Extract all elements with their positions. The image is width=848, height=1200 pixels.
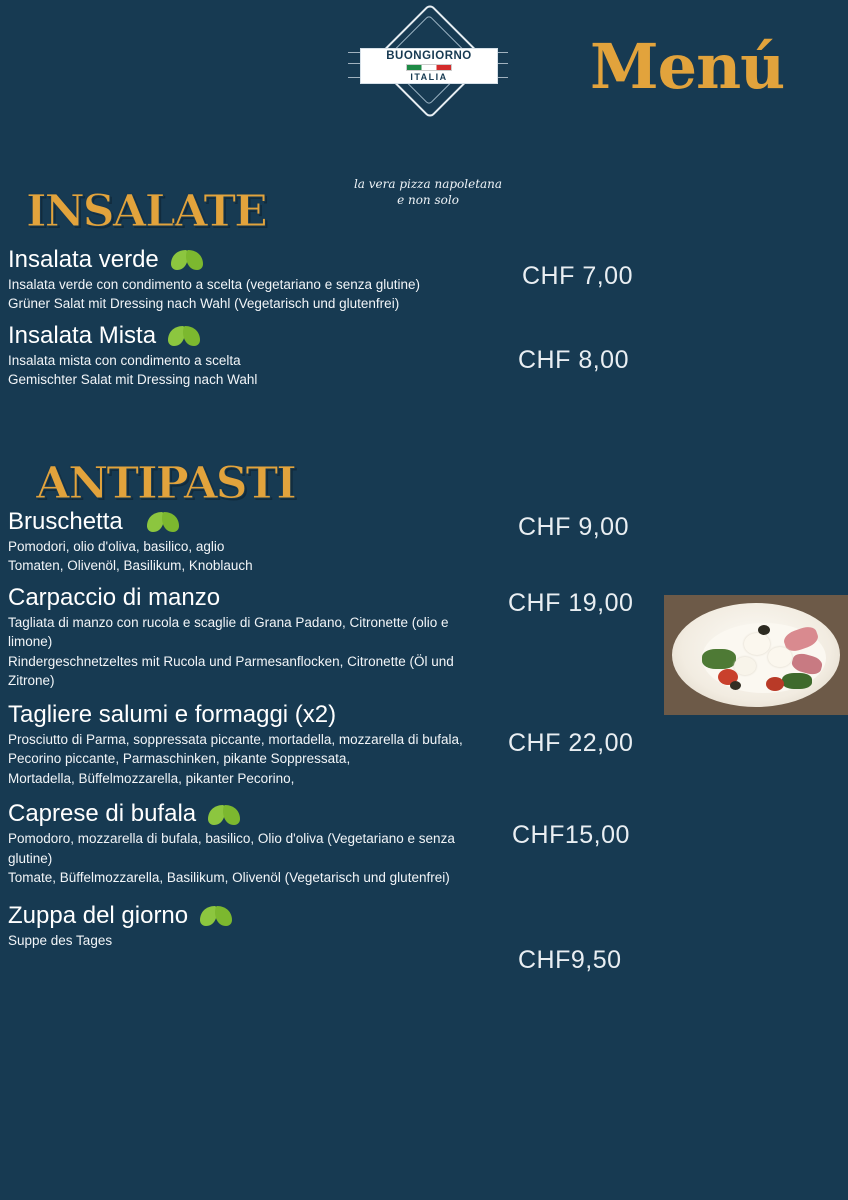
tagline [336,176,520,208]
menu-header [0,0,848,208]
logo-restaurant-subname: ITALIA [410,72,448,83]
menu-item-price: CHF 9,00 [518,513,629,541]
menu-item-description-it: Suppe des Tages [8,932,113,948]
menu-item-header [0,246,848,275]
menu-item-name: Tagliere salumi e formaggi (x2) [8,700,337,728]
italian-flag-icon [406,64,452,71]
food-olive [730,681,741,690]
restaurant-logo [336,14,520,208]
section-items-antipasti [0,508,848,952]
menu-item-description-de: Gemischter Salat mit Dressing nach Wahl [8,372,258,388]
menu-item-description-de: Rindergeschnetzeltes mit Rucola und Parmesanflocken, Citronette (Öl und Zitrone) [8,653,454,689]
vegetarian-leaf-icon [198,905,232,927]
tagline-line-2: e non solo [397,193,459,208]
food-mozzarella [744,633,770,655]
tagline-line-1: la vera pizza napoletana [353,177,503,191]
menu-item [0,322,848,392]
dish-photo [664,595,848,715]
menu-item-name: Bruschetta [8,508,123,535]
menu-item-description-it: Pomodori, olio d'oliva, basilico, aglio [8,538,225,554]
menu-item-name: Carpaccio di manzo [8,583,221,611]
menu-item-name: Insalata verde [8,246,159,273]
vegetarian-leaf-icon [206,804,240,826]
menu-item [0,902,848,952]
menu-item-description-de: Mortadella, Büffelmozzarella, pikanter Pecorino, [8,770,295,786]
menu-item-price: CHF 22,00 [508,729,634,757]
vegetarian-leaf-icon [169,249,203,271]
menu-item-description-it: Prosciutto di Parma, soppressata piccante, mortadella, mozzarella di bufala, Pecorino piccante, Parmaschinken, pikante Soppressata, [8,731,463,767]
menu-item-description-de: Tomate, Büffelmozzarella, Basilikum, Olivenöl (Vegetarisch und glutenfrei) [8,870,450,886]
page-title: Menú [590,30,785,103]
food-mozzarella [768,647,792,667]
menu-item-description-it: Insalata verde con condimento a scelta (vegetariano e senza glutine) [8,276,421,292]
food-mozzarella [734,657,756,675]
food-olive [758,625,770,635]
food-garnish [702,649,736,669]
menu-item-description-de: Grüner Salat mit Dressing nach Wahl (Vegetarisch und glutenfrei) [8,296,400,312]
section-title-antipasti: ANTIPASTI [36,458,295,509]
section-items-insalate [0,246,848,392]
menu-item-price: CHF 19,00 [508,589,634,617]
menu-item-description-it: Tagliata di manzo con rucola e scaglie di Grana Padano, Citronette (olio e limone) [8,614,449,650]
menu-item-price: CHF 8,00 [518,346,629,374]
menu-item-header [0,800,848,829]
menu-item-price: CHF15,00 [512,821,630,849]
plate-shape [672,603,840,707]
menu-item [0,508,848,578]
menu-item-price: CHF 7,00 [522,262,633,290]
menu-item-header [0,902,848,931]
menu-item [0,246,848,316]
menu-item-name: Insalata Mista [8,321,157,349]
menu-item-name: Zuppa del giorno [8,901,189,929]
vegetarian-leaf-icon [166,325,200,347]
food-tomato [766,677,784,691]
menu-item-header [0,508,848,537]
logo-badge [338,14,518,134]
menu-item-header [0,322,848,351]
menu-item-description-it: Pomodoro, mozzarella di bufala, basilico, Olio d'oliva (Vegetariano e senza glutine) [8,831,455,866]
menu-item-description-it: Insalata mista con condimento a scelta [8,352,241,368]
section-title-insalate: INSALATE [26,186,266,237]
food-garnish [782,673,812,689]
logo-ribbon [360,48,498,84]
menu-item-description-de: Tomaten, Olivenöl, Basilikum, Knoblauch [8,558,253,574]
logo-restaurant-name: BUONGIORNO [386,49,472,62]
menu-item [0,800,848,889]
menu-item-name: Caprese di bufala [8,800,197,828]
menu-item-price: CHF9,50 [518,946,622,974]
vegetarian-leaf-icon [145,511,179,533]
